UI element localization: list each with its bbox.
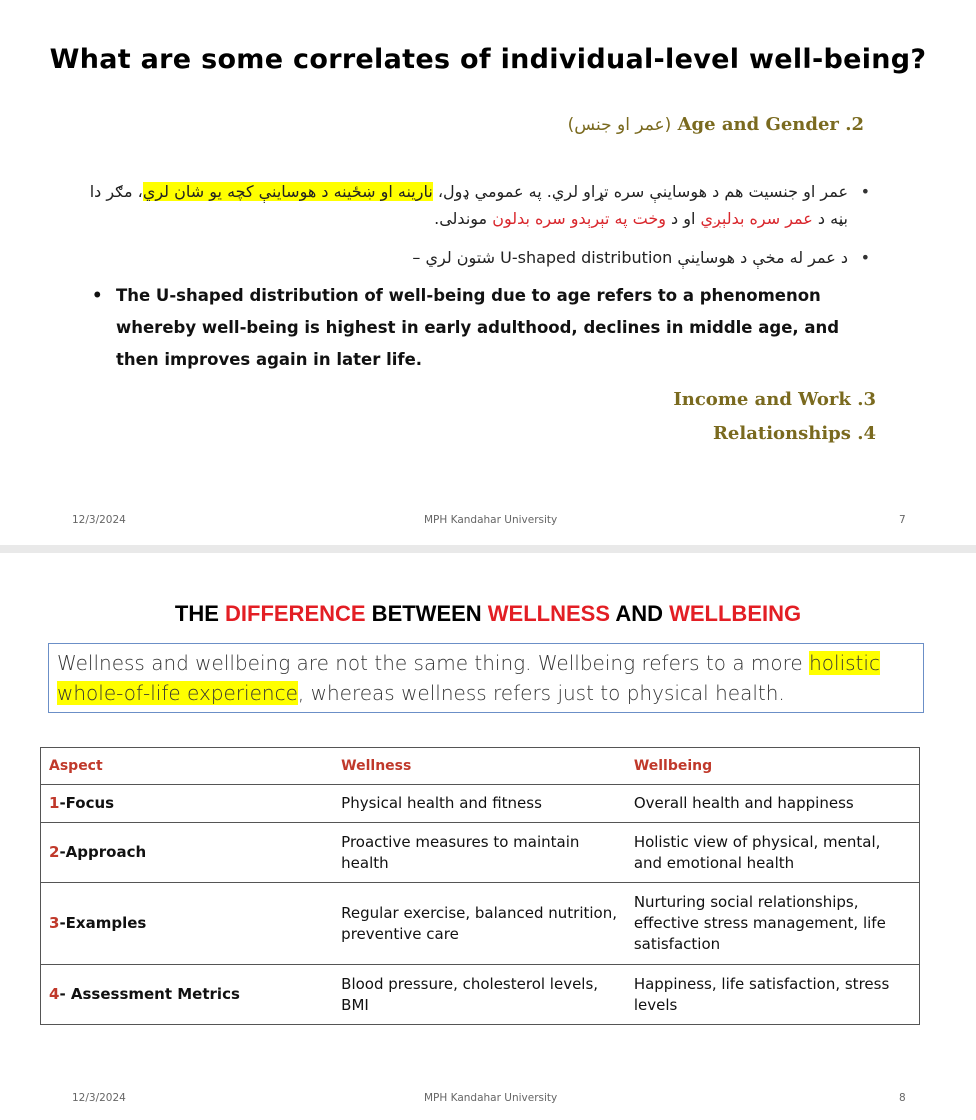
text-span: د عمر له مخې د هوساينې U-shaped distribution شتون لري – xyxy=(412,248,848,267)
slide-7 xyxy=(0,0,976,545)
cell-aspect xyxy=(41,965,334,1025)
list-item-relationships xyxy=(713,423,876,444)
item-pashto-label: (عمر او جنس) xyxy=(567,115,672,135)
table-row xyxy=(41,965,920,1025)
text-span: موندلی. xyxy=(434,209,493,228)
aspect-text: -Examples xyxy=(59,914,147,932)
table-row xyxy=(41,883,920,965)
aspect-text: -Approach xyxy=(59,843,147,861)
text-span: او د xyxy=(665,209,701,228)
comparison-table xyxy=(40,747,920,1025)
row-number: 3 xyxy=(49,914,60,932)
footer-date: 12/3/2024 xyxy=(72,514,126,526)
cell-wellness: Proactive measures to maintain health xyxy=(333,823,626,883)
text-span: عمر او جنسيت هم د هوساينې سره تړاو لري. په عمومي ډول، xyxy=(432,182,848,201)
item-label: Age and Gender xyxy=(677,114,839,135)
item-number: 3. xyxy=(857,389,876,410)
title-word: AND xyxy=(610,601,670,626)
footer-page-number: 7 xyxy=(899,514,906,526)
item-number: 2. xyxy=(845,114,864,135)
list-item-age-gender xyxy=(568,114,864,135)
text-span: ، مګر دا بڼه د xyxy=(89,182,848,228)
aspect-text: -Focus xyxy=(59,794,115,812)
footer-date: 12/3/2024 xyxy=(72,1092,126,1104)
cell-wellness: Physical health and fitness xyxy=(333,785,626,823)
english-bullet xyxy=(92,280,882,376)
cell-wellness: Blood pressure, cholesterol levels, BMI xyxy=(333,965,626,1025)
header-aspect: Aspect xyxy=(41,748,334,785)
table-row xyxy=(41,785,920,823)
row-number: 2 xyxy=(49,843,60,861)
row-number: 1 xyxy=(49,794,60,812)
footer-page-number: 8 xyxy=(899,1092,906,1104)
header-wellbeing: Wellbeing xyxy=(626,748,920,785)
footer-center: MPH Kandahar University xyxy=(424,514,558,526)
item-label: Income and Work xyxy=(673,389,851,410)
footer-center: MPH Kandahar University xyxy=(424,1092,558,1104)
header-wellness: Wellness xyxy=(333,748,626,785)
text-span: Wellness and wellbeing are not the same thing. Wellbeing refers to a more xyxy=(57,651,810,675)
definition-box xyxy=(48,643,924,713)
red-text: وخت په تېرېدو سره بدلون xyxy=(492,209,666,228)
slide-title: What are some correlates of individual-level well-being? xyxy=(49,44,927,75)
item-label: Relationships xyxy=(712,423,851,444)
highlighted-text: نارينه او ښځينه د هوساينې کچه يو شان لري xyxy=(142,182,433,201)
title-word-red: WELLBEING xyxy=(669,601,802,626)
cell-aspect xyxy=(41,823,334,883)
aspect-text: - Assessment Metrics xyxy=(59,985,240,1003)
pashto-bullet-1 xyxy=(88,178,848,232)
text-span: , whereas wellness refers just to physical health. xyxy=(297,681,785,705)
title-word-red: DIFFERENCE xyxy=(225,601,366,626)
row-number: 4 xyxy=(49,985,60,1003)
cell-aspect xyxy=(41,883,334,965)
title-word: BETWEEN xyxy=(365,601,488,626)
bullet-dot: • xyxy=(92,286,103,305)
highlighted-text: holistic whole-of-life experience xyxy=(57,651,880,705)
slide-8 xyxy=(0,553,976,1120)
cell-wellbeing: Holistic view of physical, mental, and emotional health xyxy=(626,823,920,883)
slide-title xyxy=(0,601,976,627)
list-item-income-work xyxy=(673,389,876,410)
cell-wellbeing: Happiness, life satisfaction, stress levels xyxy=(626,965,920,1025)
pashto-bullet-2 xyxy=(88,244,848,271)
cell-aspect xyxy=(41,785,334,823)
title-word-red: WELLNESS xyxy=(487,601,611,626)
item-number: 4. xyxy=(857,423,876,444)
table-row xyxy=(41,823,920,883)
cell-wellbeing: Overall health and happiness xyxy=(626,785,920,823)
red-text: عمر سره بدلېږي xyxy=(700,209,813,228)
cell-wellbeing: Nurturing social relationships, effective stress management, life satisfaction xyxy=(626,883,920,965)
bullet-text: The U-shaped distribution of well-being due to age refers to a phenomenon whereby well-being is highest in early adulthood, declines in middle age, and then improves again in later life. xyxy=(116,286,840,369)
cell-wellness: Regular exercise, balanced nutrition, preventive care xyxy=(333,883,626,965)
title-word: THE xyxy=(174,601,225,626)
table-header-row xyxy=(41,748,920,785)
